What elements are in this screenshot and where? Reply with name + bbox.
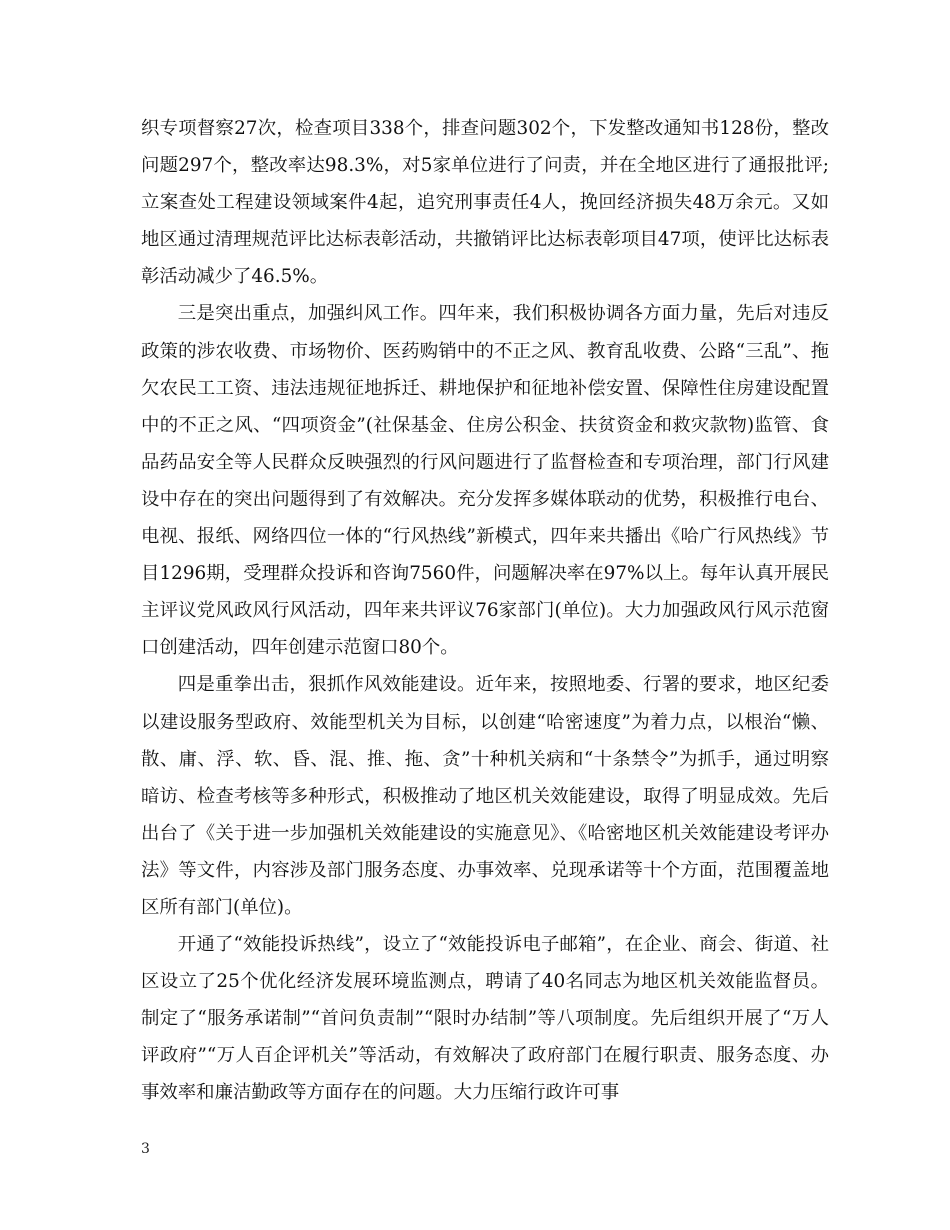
paragraph-4: 开通了“效能投诉热线”，设立了“效能投诉电子邮箱”，在企业、商会、街道、社区设立了25个优化经济发展环境监测点，聘请了40名同志为地区机关效能监督员。制定了“服务承诺制”“首问负责制”“限时办结制”等八项制度。先后组织开展了“万人评政府”“万人百企评机关”等活动，有效解决了政府部门在履行职责、服务态度、办事效率和廉洁勤政等方面存在的问题。大力压缩行政许可事 <box>141 934 829 1104</box>
paragraph-2: 三是突出重点，加强纠风工作。四年来，我们积极协调各方面力量，先后对违反政策的涉农收费、市场物价、医药购销中的不正之风、教育乱收费、公路“三乱”、拖欠农民工工资、违法违规征地拆迁、耕地保护和征地补偿安置、保障性住房建设配置中的不正之风、“四项资金”(社保基金、住房公积金、扶贫资金和救灾款物)监管、食品药品安全等人民群众反映强烈的行风问题进行了监督检查和专项治理，部门行风建设中存在的突出问题得到了有效解决。充分发挥多媒体联动的优势，积极推行电台、电视、报纸、网络四位一体的“行风热线”新模式，四年来共播出《哈广行风热线》节目1296期，受理群众投诉和咨询7560件，问题解决率在97%以上。每年认真开展民主评议党风政风行风活动，四年来共评议76家部门(单位)。大力加强政风行风示范窗口创建活动，四年创建示范窗口80个。 <box>141 303 829 659</box>
paragraph-1: 织专项督察27次，检查项目338个，排查问题302个，下发整改通知书128份，整改问题297个，整改率达98.3%，对5家单位进行了问责，并在全地区进行了通报批评;立案查处工程建设领域案件4起，追究刑事责任4人，挽回经济损失48万余元。又如地区通过清理规范评比达标表彰活动，共撤销评比达标表彰项目47项，使评比达标表彰活动减少了46.5%。 <box>141 118 829 288</box>
paragraph-3: 四是重拳出击，狠抓作风效能建设。近年来，按照地委、行署的要求，地区纪委以建设服务型政府、效能型机关为目标，以创建“哈密速度”为着力点，以根治“懒、散、庸、浮、软、昏、混、推、拖、贪”十种机关病和“十条禁令”为抓手，通过明察暗访、检查考核等多种形式，积极推动了地区机关效能建设，取得了明显成效。先后出台了《关于进一步加强机关效能建设的实施意见》、《哈密地区机关效能建设考评办法》等文件，内容涉及部门服务态度、办事效率、兑现承诺等十个方面，范围覆盖地区所有部门(单位)。 <box>141 674 829 918</box>
page-number: 3 <box>141 1141 150 1157</box>
body-text <box>141 110 829 1112</box>
